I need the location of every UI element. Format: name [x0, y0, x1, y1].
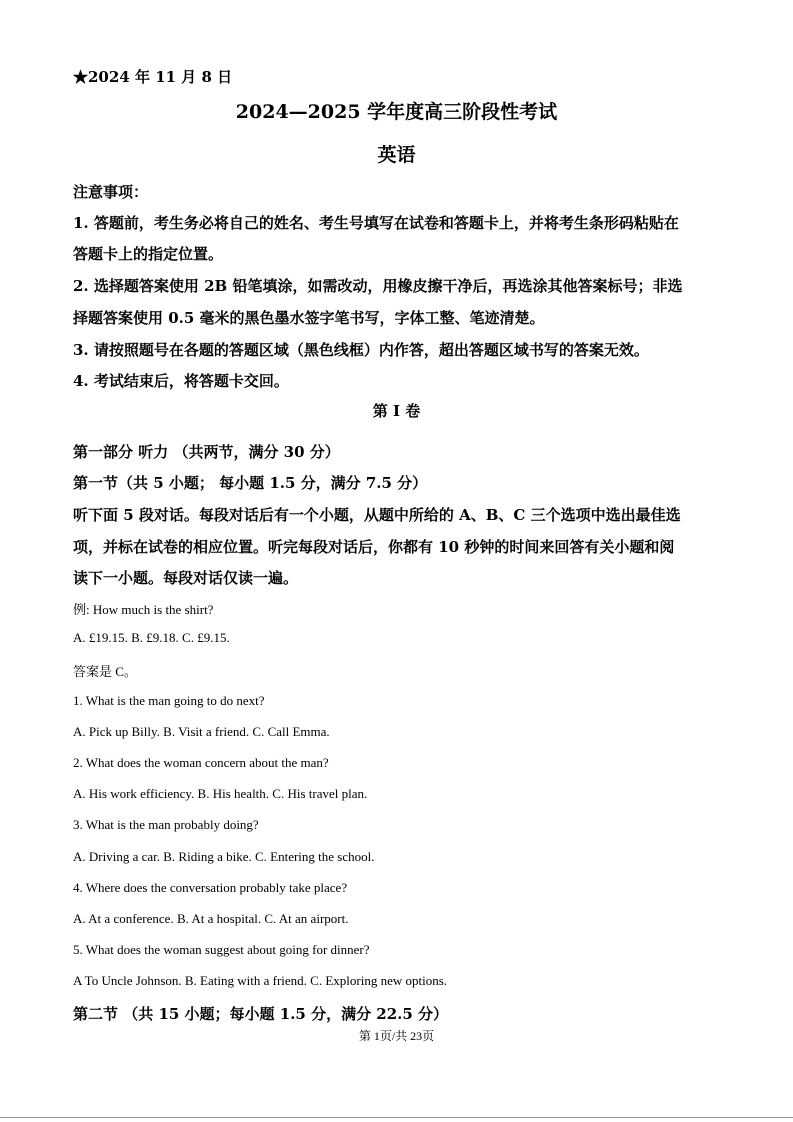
- page-divider: [0, 1117, 793, 1118]
- example-question: 例: How much is the shirt?: [73, 602, 214, 617]
- question-text: 3. What is the man probably doing?: [73, 817, 259, 832]
- page-number: 第 1页/共 23页: [358, 1029, 435, 1043]
- question-text: 1. What is the man going to do next?: [73, 693, 265, 708]
- exam-date: ★2024 年 11 月 8 日: [73, 68, 233, 86]
- volume-heading: 第 I 卷: [372, 402, 421, 420]
- notice-line: 1. 答题前，考生务必将自己的姓名、考生号填写在试卷和答题卡上，并将考生条形码粘贴在: [73, 214, 679, 232]
- instruction-line: 听下面 5 段对话。每段对话后有一个小题，从题中所给的 A、B、C 三个选项中选出最佳选: [73, 506, 681, 524]
- question-text: 4. Where does the conversation probably take place?: [73, 880, 348, 895]
- question-options: A. At a conference. B. At a hospital. C. At an airport.: [73, 911, 349, 926]
- example-options: A. £19.15. B. £9.18. C. £9.15.: [73, 630, 230, 645]
- question-options: A To Uncle Johnson. B. Eating with a friend. C. Exploring new options.: [73, 973, 448, 988]
- section2-heading: 第二节 （共 15 小题；每小题 1.5 分，满分 22.5 分）: [73, 1005, 449, 1023]
- notice-line: 择题答案使用 0.5 毫米的黑色墨水签字笔书写，字体工整、笔迹清楚。: [73, 309, 545, 327]
- notice-line: 3. 请按照题号在各题的答题区域（黑色线框）内作答，超出答题区域书写的答案无效。: [73, 341, 649, 359]
- exam-title: 2024—2025 学年度高三阶段性考试: [235, 101, 558, 123]
- part1-heading: 第一部分 听力 （共两节，满分 30 分）: [73, 443, 340, 461]
- subject-title: 英语: [377, 144, 416, 166]
- instruction-line: 项，并标在试卷的相应位置。听完每段对话后，你都有 10 秒钟的时间来回答有关小题和阅: [73, 538, 675, 556]
- question-text: 5. What does the woman suggest about going for dinner?: [73, 942, 370, 957]
- notice-heading: 注意事项：: [73, 183, 149, 201]
- notice-line: 答题卡上的指定位置。: [73, 245, 224, 263]
- question-options: A. Driving a car. B. Riding a bike. C. Entering the school.: [73, 849, 375, 864]
- notice-line: 4. 考试结束后，将答题卡交回。: [73, 372, 289, 390]
- question-options: A. Pick up Billy. B. Visit a friend. C. Call Emma.: [73, 724, 330, 739]
- example-answer: 答案是 C。: [73, 664, 137, 679]
- instruction-line: 读下一小题。每段对话仅读一遍。: [73, 569, 299, 587]
- notice-line: 2. 选择题答案使用 2B 铅笔填涂，如需改动，用橡皮擦干净后，再选涂其他答案标号；非选: [73, 277, 683, 295]
- section1-heading: 第一节（共 5 小题； 每小题 1.5 分，满分 7.5 分）: [73, 474, 428, 492]
- question-options: A. His work efficiency. B. His health. C. His travel plan.: [73, 786, 368, 801]
- question-text: 2. What does the woman concern about the man?: [73, 755, 329, 770]
